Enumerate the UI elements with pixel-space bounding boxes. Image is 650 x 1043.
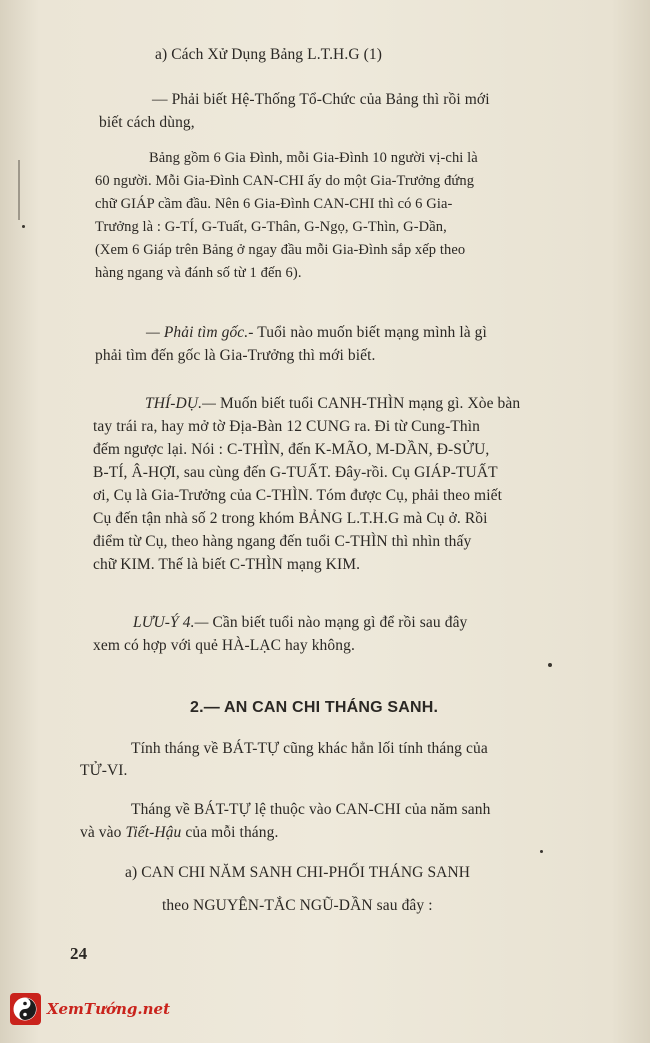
page-number: 24 [70,944,88,963]
scan-speck [22,225,25,228]
binding-shadow [18,160,20,220]
paragraph-4-line-5: ơi, Cụ là Gia-Trưởng của C-THÌN. Tóm được Cụ, phải theo miết [93,487,503,504]
paragraph-7-line-2 [80,824,278,842]
paragraph-2-line-2: 60 người. Mỗi Gia-Đình CAN-CHI ấy do một Gia-Trưởng đứng [95,173,475,189]
paragraph-3-lead: — Phải tìm gốc.- [146,324,254,341]
paragraph-4-line-8: chữ KIM. Thế là biết C-THÌN mạng KIM. [93,556,361,573]
paragraph-4-line-6: Cụ đến tận nhà số 2 trong khóm BẢNG L.T.H.G mà Cụ ở. Rồi [93,510,488,527]
paragraph-7-post: của mỗi tháng. [181,824,279,841]
yin-yang-icon [10,993,41,1025]
scan-speck [548,663,552,667]
paragraph-4-lead: THÍ-DỤ.— [145,395,216,412]
paragraph-5-rest: Cần biết tuổi nào mạng gì để rồi sau đây [208,614,468,631]
section-a-heading: a) Cách Xử Dụng Bảng L.T.H.G (1) [155,46,382,63]
paragraph-8-line-2: theo NGUYÊN-TẮC NGŨ-DẦN sau đây : [162,897,433,914]
paragraph-5-line-2: xem có hợp với quẻ HÀ-LẠC hay không. [93,637,355,654]
paragraph-4-line-7: điểm từ Cụ, theo hàng ngang đến tuổi C-THÌN thì nhìn thấy [93,533,472,550]
paragraph-4-line-3: đếm ngược lại. Nói : C-THÌN, đến K-MÃO, M-DẦN, Đ-SỬU, [93,441,490,458]
paragraph-4-line-4: B-TÍ, Â-HỢI, sau cùng đến G-TUẤT. Đây-rồi. Cụ GIÁP-TUẤT [93,464,498,481]
paragraph-6-line-2: TỬ-VI. [80,762,128,779]
scan-speck [540,850,543,853]
paragraph-2-line-3: chữ GIÁP cầm đầu. Nên 6 Gia-Đình CAN-CHI thì có 6 Gia- [95,196,453,212]
section-2-heading: 2.— AN CAN CHI THÁNG SANH. [190,699,439,716]
paragraph-1-line-2: biết cách dùng, [99,114,195,131]
paragraph-1-line-1: — Phải biết Hệ-Thống Tổ-Chức của Bảng thì rồi mới [152,91,490,108]
watermark-logo [10,992,170,1026]
paragraph-3-line-2: phải tìm đến gốc là Gia-Trưởng thì mới biết. [95,347,376,364]
paragraph-4-line-1 [145,395,520,413]
paragraph-8-line-1: a) CAN CHI NĂM SANH CHI-PHỐI THÁNG SANH [125,864,471,881]
paragraph-2-line-1: Bảng gồm 6 Gia Đình, mỗi Gia-Đình 10 người vị-chi là [149,150,478,166]
paragraph-5-line-1 [133,614,467,632]
paragraph-7-line-1: Tháng về BÁT-TỰ lệ thuộc vào CAN-CHI của năm sanh [131,801,491,818]
watermark-brand-text: XemTướng.net [46,1000,170,1018]
paragraph-2-line-6: hàng ngang và đánh số từ 1 đến 6). [95,265,302,281]
paragraph-4-line-2: tay trái ra, hay mở tờ Địa-Bàn 12 CUNG ra. Đi từ Cung-Thìn [93,418,481,435]
paragraph-3-rest: Tuổi nào muốn biết mạng mình là gì [253,324,487,341]
paragraph-6-line-1: Tính tháng về BÁT-TỰ cũng khác hẳn lối tính tháng của [131,740,488,757]
paragraph-2-line-4: Trưởng là : G-TÍ, G-Tuất, G-Thân, G-Ngọ, G-Thìn, G-Dần, [95,219,447,235]
paragraph-4-rest: Muốn biết tuổi CANH-THÌN mạng gì. Xòe bàn [215,395,521,412]
paragraph-5-lead: LƯU-Ý 4.— [133,614,209,631]
paragraph-7-pre: và vào [80,824,126,841]
paragraph-7-italic: Tiết-Hậu [125,824,182,841]
paragraph-3-line-1 [146,324,487,342]
paragraph-2-line-5: (Xem 6 Giáp trên Bảng ở ngay đầu mỗi Gia-Đình sắp xếp theo [95,242,466,258]
